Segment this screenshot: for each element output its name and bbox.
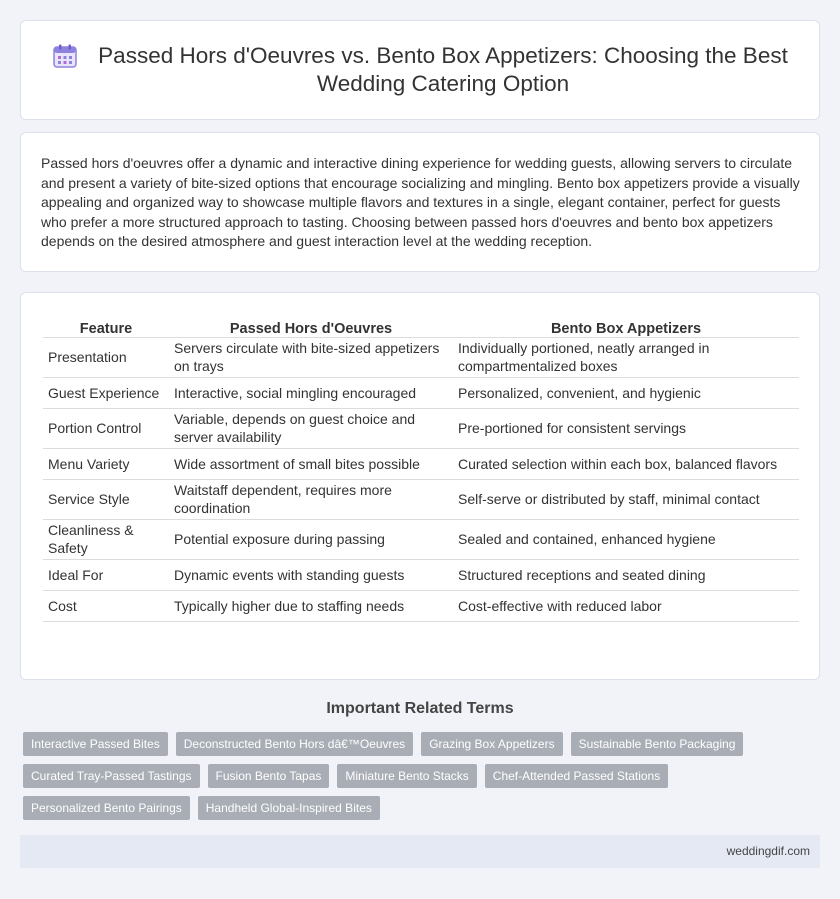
title-wrap xyxy=(21,21,819,119)
comparison-table xyxy=(43,317,799,622)
related-term-tag[interactable]: Chef-Attended Passed Stations xyxy=(485,764,668,788)
cell-passed: Servers circulate with bite-sized appetizers on trays xyxy=(169,337,453,377)
cell-feature: Portion Control xyxy=(43,408,169,448)
header-feature: Feature xyxy=(79,320,133,337)
cell-bento: Self-serve or distributed by staff, minimal contact xyxy=(453,479,799,519)
cell-passed: Wide assortment of small bites possible xyxy=(169,448,453,479)
cell-bento: Individually portioned, neatly arranged in compartmentalized boxes xyxy=(453,337,799,377)
cell-feature: Guest Experience xyxy=(43,377,169,408)
intro-card xyxy=(20,132,820,272)
cell-bento: Curated selection within each box, balanced flavors xyxy=(453,448,799,479)
table-row xyxy=(43,590,799,621)
related-term-tag[interactable]: Sustainable Bento Packaging xyxy=(571,732,744,756)
table-row xyxy=(43,337,799,377)
header-passed: Passed Hors d'Oeuvres xyxy=(229,320,393,337)
cell-bento: Pre-portioned for consistent servings xyxy=(453,408,799,448)
cell-passed: Dynamic events with standing guests xyxy=(169,559,453,590)
header-card xyxy=(20,20,820,120)
related-terms-list xyxy=(23,732,793,820)
table-row xyxy=(43,519,799,559)
header-bento: Bento Box Appetizers xyxy=(550,320,702,337)
cell-bento: Cost-effective with reduced labor xyxy=(453,590,799,621)
page-title: Passed Hors d'Oeuvres vs. Bento Box Appetizers: Choosing the Best Wedding Catering Option xyxy=(98,43,788,96)
cell-passed: Potential exposure during passing xyxy=(169,519,453,559)
cell-feature: Ideal For xyxy=(43,559,169,590)
calendar-icon xyxy=(52,43,78,69)
cell-passed: Typically higher due to staffing needs xyxy=(169,590,453,621)
cell-feature: Cost xyxy=(43,590,169,621)
related-term-tag[interactable]: Handheld Global-Inspired Bites xyxy=(198,796,380,820)
cell-passed: Waitstaff dependent, requires more coordination xyxy=(169,479,453,519)
table-row xyxy=(43,479,799,519)
footer xyxy=(20,835,820,868)
table-row xyxy=(43,559,799,590)
cell-feature: Menu Variety xyxy=(43,448,169,479)
related-term-tag[interactable]: Interactive Passed Bites xyxy=(23,732,168,756)
cell-feature: Cleanliness & Safety xyxy=(43,519,169,559)
related-term-tag[interactable]: Fusion Bento Tapas xyxy=(208,764,330,788)
cell-bento: Sealed and contained, enhanced hygiene xyxy=(453,519,799,559)
related-term-tag[interactable]: Personalized Bento Pairings xyxy=(23,796,190,820)
related-term-tag[interactable]: Miniature Bento Stacks xyxy=(337,764,476,788)
cell-bento: Structured receptions and seated dining xyxy=(453,559,799,590)
table-row xyxy=(43,377,799,408)
table-header-row xyxy=(43,317,799,337)
table-row xyxy=(43,448,799,479)
cell-feature: Presentation xyxy=(43,337,169,377)
related-term-tag[interactable]: Deconstructed Bento Hors dâ€™Oeuvres xyxy=(176,732,413,756)
related-term-tag[interactable]: Grazing Box Appetizers xyxy=(421,732,562,756)
intro-paragraph: Passed hors d'oeuvres offer a dynamic and interactive dining experience for wedding guests, allowing servers to circulate and present a variety of bite-sized options that encourage socializing and mingling. Bento box appetizers provide a visually appealing and organized way to showcase multiple flavors and textures in a single, elegant container, perfect for guests who prefer a more structured approach to tasting. Choosing between passed hors d'oeuvres and bento box appetizers depends on the desired atmosphere and guest interaction level at the wedding reception. xyxy=(41,155,800,250)
cell-feature: Service Style xyxy=(43,479,169,519)
cell-bento: Personalized, convenient, and hygienic xyxy=(453,377,799,408)
footer-site-link[interactable]: weddingdif.com xyxy=(726,844,810,858)
comparison-card xyxy=(20,292,820,680)
cell-passed: Interactive, social mingling encouraged xyxy=(169,377,453,408)
table-row xyxy=(43,408,799,448)
related-term-tag[interactable]: Curated Tray-Passed Tastings xyxy=(23,764,200,788)
related-terms-heading: Important Related Terms xyxy=(326,700,514,717)
cell-passed: Variable, depends on guest choice and server availability xyxy=(169,408,453,448)
